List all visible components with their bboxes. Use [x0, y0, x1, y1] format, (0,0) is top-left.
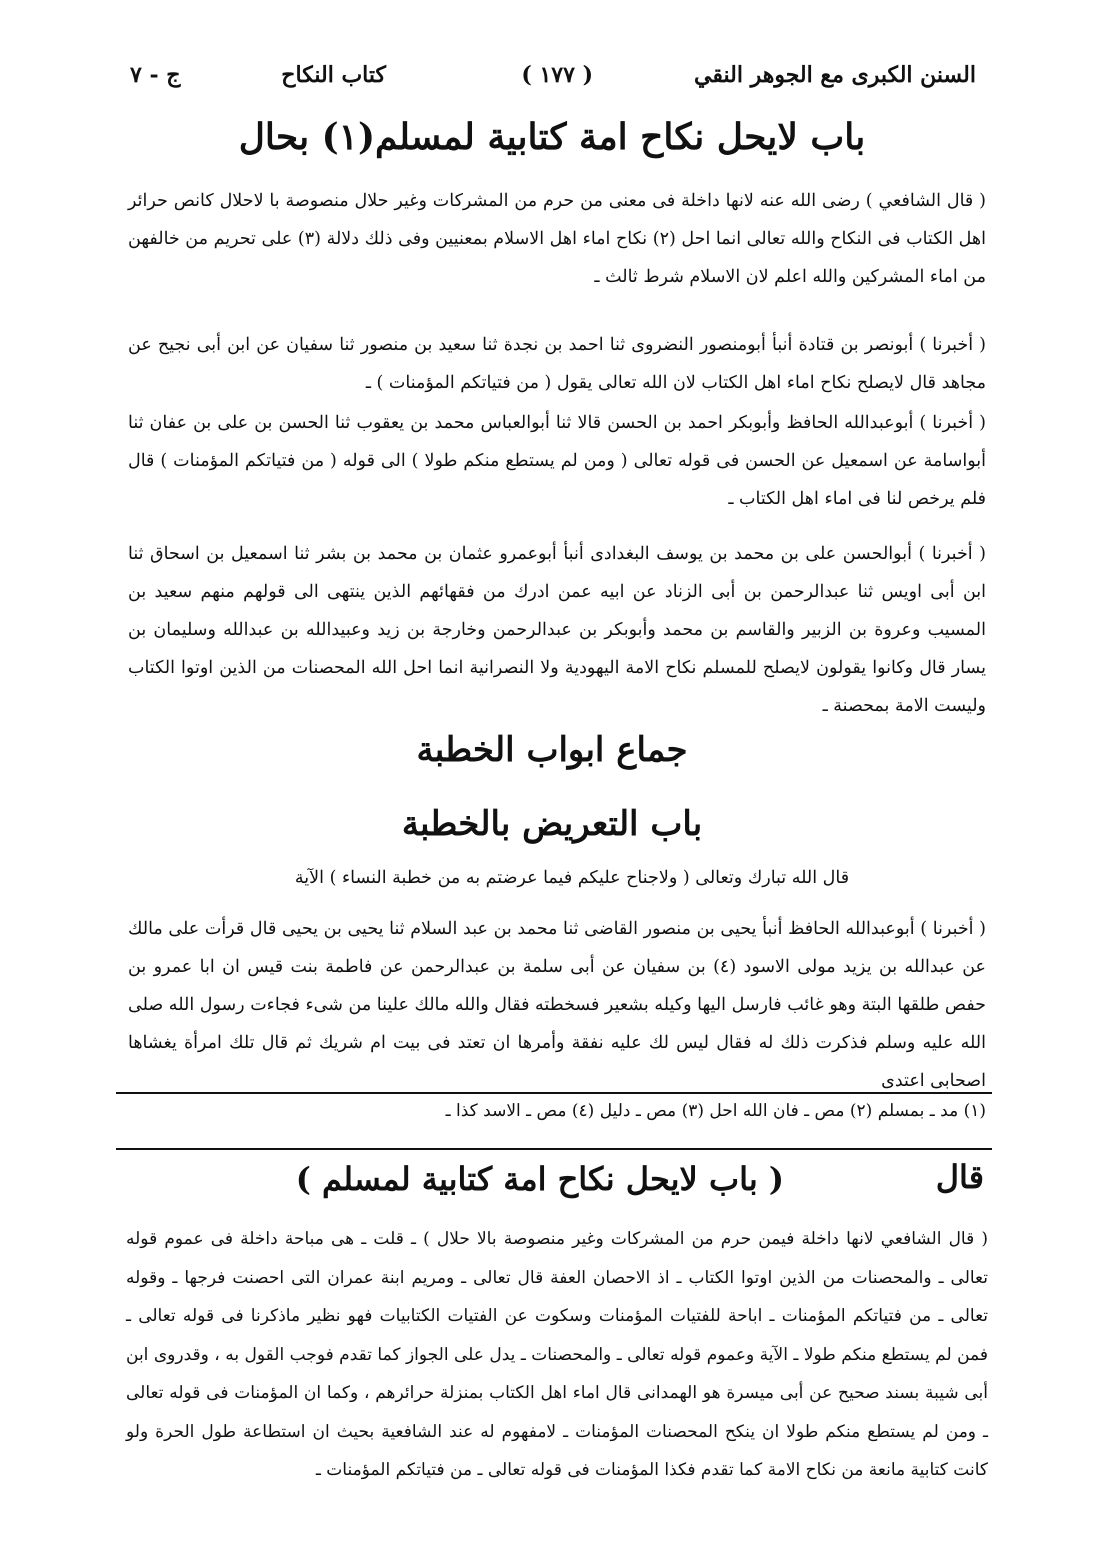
paragraph-fuqaha: ( أخبرنا ) أبوالحسن على بن محمد بن يوسف البغدادى أنبأ أبوعمرو عثمان بن محمد بن بشر ثنا اسمعيل بن اسحاق ثنا ابن أبى اويس ثنا عبدالرحمن بن أبى الزناد عن ابيه عمن ادرك من فقهائهم الذين ينتهى الى قولهم منهم سعيد بن المسيب وعروة بن الزبير والقاسم بن محمد وأبوبكر بن عبدالرحمن وخارجة بن زيد وعبيدالله بن عبدالله وسليمان بن يسار قال وكانوا يقولون لايصلح للمسلم نكاح الامة اليهودية ولا النصرانية انما احل الله المحصنات من الذين اوتوا الكتاب وليست الامة بمحصنة ـ [128, 544, 986, 716]
footnote-divider-top [116, 1092, 992, 1094]
footnote-divider-bottom [116, 1148, 992, 1150]
commentary-heading [120, 1158, 984, 1208]
commentary-head-word: قال [935, 1158, 984, 1196]
chapter-title: باب لايحل نكاح امة كتابية لمسلم(١) بحال [238, 116, 866, 158]
header-book-title: السنن الكبرى مع الجوهر النقي [694, 62, 976, 88]
header-chapter: كتاب النكاح [281, 62, 386, 88]
header-volume: ج - ٧ [130, 62, 181, 88]
paragraph-mujahid: ( أخبرنا ) أبونصر بن قتادة أنبأ أبومنصور النضروى ثنا احمد بن نجدة ثنا سعيد بن منصور ثنا سفيان عن ابن أبى نجيح عن مجاهد قال لايصلح نكاح اماء اهل الكتاب لان الله تعالى يقول ( من فتياتكم المؤمنات ) ـ [128, 335, 986, 393]
footnotes: (١) مد ـ بمسلم (٢) مص ـ فان الله احل (٣) مص ـ دليل (٤) مص ـ الاسد كذا ـ [445, 1101, 986, 1121]
subsection-title: باب التعريض بالخطبة [401, 804, 703, 844]
paragraph-hasan: ( أخبرنا ) أبوعبدالله الحافظ وأبوبكر احمد بن الحسن قالا ثنا أبوالعباس محمد بن يعقوب ثنا الحسن بن على بن عفان ثنا أبواسامة عن اسمعيل عن الحسن فى قوله تعالى ( ومن لم يستطع منكم طولا ) الى قوله ( من فتياتكم المؤمنات ) قال فلم يرخص لنا فى اماء اهل الكتاب ـ [128, 413, 986, 509]
section-title: جماع ابواب الخطبة [416, 730, 688, 770]
running-header [130, 62, 976, 102]
commentary-text: ( قال الشافعي لانها داخلة فيمن حرم من المشركات وغير منصوصة بالا حلال ) ـ قلت ـ هى مباحة داخلة فى عموم قوله تعالى ـ والمحصنات من الذين اوتوا الكتاب ـ اذ الاحصان العفة قال تعالى ـ ومريم ابنة عمران التى احصنت فرجها ـ وقوله تعالى ـ من فتياتكم المؤمنات ـ اباحة للفتيات المؤمنات وسكوت عن الفتيات الكتابيات فهو نظير ماذكرنا فى قوله تعالى ـ فمن لم يستطع منكم طولا ـ الآية وعموم قوله تعالى ـ والمحصنات ـ يدل على الجواز كما تقدم فوجب القول به ، وقدروى ابن أبى شيبة بسند صحيح عن أبى ميسرة هو الهمدانى قال اماء اهل الكتاب بمنزلة حرائرهم ، وكما ان المؤمنات فى قوله تعالى ـ ومن لم يستطع منكم طولا ان ينكح المحصنات المؤمنات ـ لامفهوم له عند الشافعية بحيث ان استطاعة طول الحرة ولو كانت كتابية مانعة من نكاح الامة كما تقدم فكذا المؤمنات فى قوله تعالى ـ من فتياتكم المؤمنات ـ [126, 1229, 988, 1480]
verse-line: قال الله تبارك وتعالى ( ولاجناح عليكم فيما عرضتم به من خطبة النساء ) الآية [294, 868, 850, 888]
paragraph-shafii: ( قال الشافعي ) رضى الله عنه لانها داخلة فى معنى من حرم من المشركات وغير حلال منصوصة با لاحلال كانص حرائر اهل الكتاب فى النكاح والله تعالى انما احل (٢) نكاح اماء اهل الاسلام بمعنيين وفى ذلك دلالة (٣) على تحريم من خالفهن من اماء المشركين والله اعلم لان الاسلام شرط ثالث ـ [128, 191, 986, 287]
paragraph-fatima-bint-qays: ( أخبرنا ) أبوعبدالله الحافظ أنبأ يحيى بن منصور القاضى ثنا محمد بن عبد السلام ثنا يحيى بن يحيى قال قرأت على مالك عن عبدالله بن يزيد مولى الاسود (٤) بن سفيان عن أبى سلمة بن عبدالرحمن عن فاطمة بنت قيس ان ابا عمرو بن حفص طلقها البتة وهو غائب فارسل اليها وكيله بشعير فسخطته فقال والله مالك علينا من شىء فجاءت رسول الله صلى الله عليه وسلم فذكرت ذلك له فقال ليس لك عليه نفقة وأمرها ان تعتد فى بيت ام شريك ثم قال تلك امرأة يغشاها اصحابى اعتدى [128, 919, 986, 1091]
commentary-head-title: ( باب لايحل نكاح امة كتابية لمسلم ) [295, 1160, 784, 1198]
header-page-number: ( ١٧٧ ) [521, 62, 593, 88]
